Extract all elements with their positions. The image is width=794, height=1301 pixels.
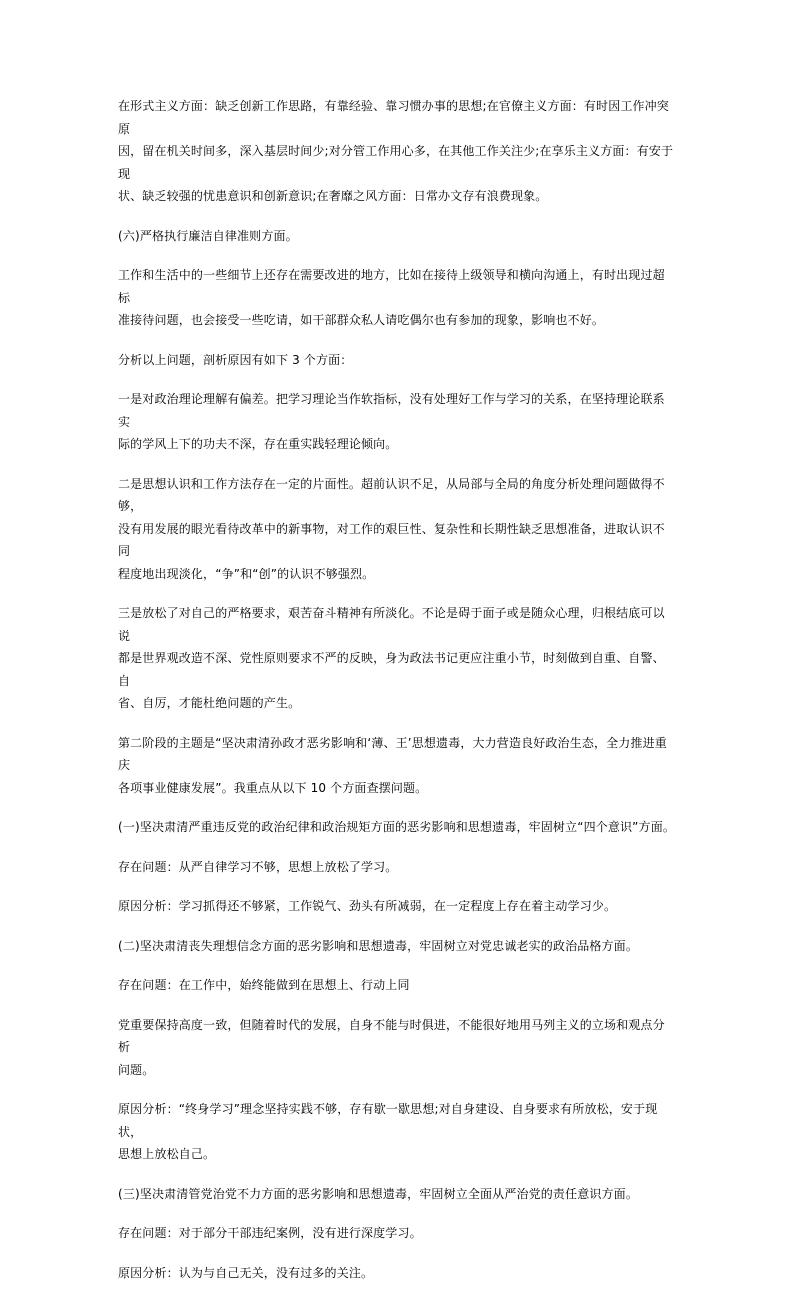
text-line: 际的学风上下的功夫不深，存在重实践轻理论倾向。 [118, 437, 398, 451]
text-line: 各项事业健康发展”。我重点从以下 10 个方面查摆问题。 [118, 780, 428, 795]
paragraph-1 [118, 95, 676, 208]
text-line: 在形式主义方面：缺乏创新工作思路，有靠经验、靠习惯办事的思想;在官僚主义方面：有时因工作冲突原 [118, 99, 669, 136]
text-line: 问题。 [118, 1062, 155, 1077]
text-line: 准接待问题，也会接受一些吃请，如干部群众私人请吃偶尔也有参加的现象，影响也不好。 [118, 313, 605, 327]
section-heading-1 [118, 816, 676, 839]
text-line: 因，留在机关时间多，深入基层时间少;对分管工作用心多，在其他工作关注少;在享乐主义方面：有安于现 [118, 144, 674, 181]
document-body [118, 95, 676, 1301]
cause-3 [118, 1262, 676, 1285]
text-line: 原因分析：“终身学习”理念坚持实践不够，存有歇一歇思想;对自身建设、自身要求有所放松，安于现状， [118, 1102, 658, 1139]
text-line: 思想上放松自己。 [118, 1147, 216, 1161]
reason-1 [118, 388, 676, 456]
text-line: 一是对政治理论理解有偏差。把学习理论当作软指标，没有处理好工作与学习的关系，在坚持理论联系实 [118, 392, 665, 429]
text-line: (三)坚决肃清管党治党不力方面的恶劣影响和思想遗毒，牢固树立全面从严治党的责任意识方面。 [118, 1186, 638, 1201]
text-line: 二是思想认识和工作方法存在一定的片面性。超前认识不足，从局部与全局的角度分析处理问题做得不够， [118, 476, 665, 513]
text-line: 都是世界观改造不深、党性原则要求不严的反映，身为政法书记更应注重小节，时刻做到自重、自警、自 [118, 651, 665, 688]
cause-2 [118, 1098, 676, 1166]
text-line: 三是放松了对自己的严格要求，艰苦奋斗精神有所淡化。不论是碍于面子或是随众心理，归根结底可以说 [118, 606, 665, 643]
reason-2 [118, 473, 676, 586]
text-line: 省、自厉，才能杜绝问题的产生。 [118, 696, 301, 710]
text-line: 没有用发展的眼光看待改革中的新事物，对工作的艰巨性、复杂性和长期性缺乏思想准备，进取认识不同 [118, 521, 665, 558]
issue-2-continued [118, 1014, 676, 1082]
issue-2 [118, 974, 676, 997]
text-line: (六)严格执行廉洁自律准则方面。 [118, 228, 298, 243]
section-heading-6 [118, 225, 676, 248]
text-line: 存在问题：对于部分干部违纪案例，没有进行深度学习。 [118, 1226, 422, 1240]
text-line: (二)坚决肃清丧失理想信念方面的恶劣影响和思想遗毒，牢固树立对党忠诚老实的政治品格方面。 [118, 938, 638, 953]
text-line: 工作和生活中的一些细节上还存在需要改进的地方，比如在接待上级领导和横向沟通上，有时出现过超标 [118, 268, 665, 305]
text-line: 存在问题：在工作中，始终能做到在思想上、行动上同 [118, 978, 410, 992]
second-stage-theme [118, 732, 676, 800]
analysis-intro [118, 349, 676, 372]
text-line: (一)坚决肃清严重违反党的政治纪律和政治规矩方面的恶劣影响和思想遗毒，牢固树立“四个意识”方面。 [118, 820, 676, 834]
text-line: 存在问题：从严自律学习不够，思想上放松了学习。 [118, 859, 398, 874]
text-line: 分析以上问题，剖析原因有如下 3 个方面： [118, 352, 353, 367]
text-line: 程度地出现淡化，“争”和“创”的认识不够强烈。 [118, 566, 375, 581]
section-heading-3 [118, 1183, 676, 1206]
section-heading-2 [118, 935, 676, 958]
text-line: 状、缺乏较强的忧患意识和创新意识;在奢靡之风方面：日常办文存有浪费现象。 [118, 189, 548, 203]
issue-1 [118, 856, 676, 879]
text-line: 第二阶段的主题是“坚决肃清孙政才恶劣影响和‘薄、王’思想遗毒，大力营造良好政治生态，全力推进重庆 [118, 735, 667, 772]
text-line: 原因分析：学习抓得还不够紧，工作锐气、劲头有所减弱，在一定程度上存在着主动学习少。 [118, 899, 617, 913]
text-line: 党重要保持高度一致，但随着时代的发展，自身不能与时俱进，不能很好地用马列主义的立场和观点分析 [118, 1017, 665, 1054]
issue-3 [118, 1222, 676, 1245]
reason-3 [118, 602, 676, 715]
cause-1 [118, 895, 676, 918]
paragraph-3 [118, 264, 676, 332]
text-line: 原因分析：认为与自己无关，没有过多的关注。 [118, 1265, 374, 1280]
